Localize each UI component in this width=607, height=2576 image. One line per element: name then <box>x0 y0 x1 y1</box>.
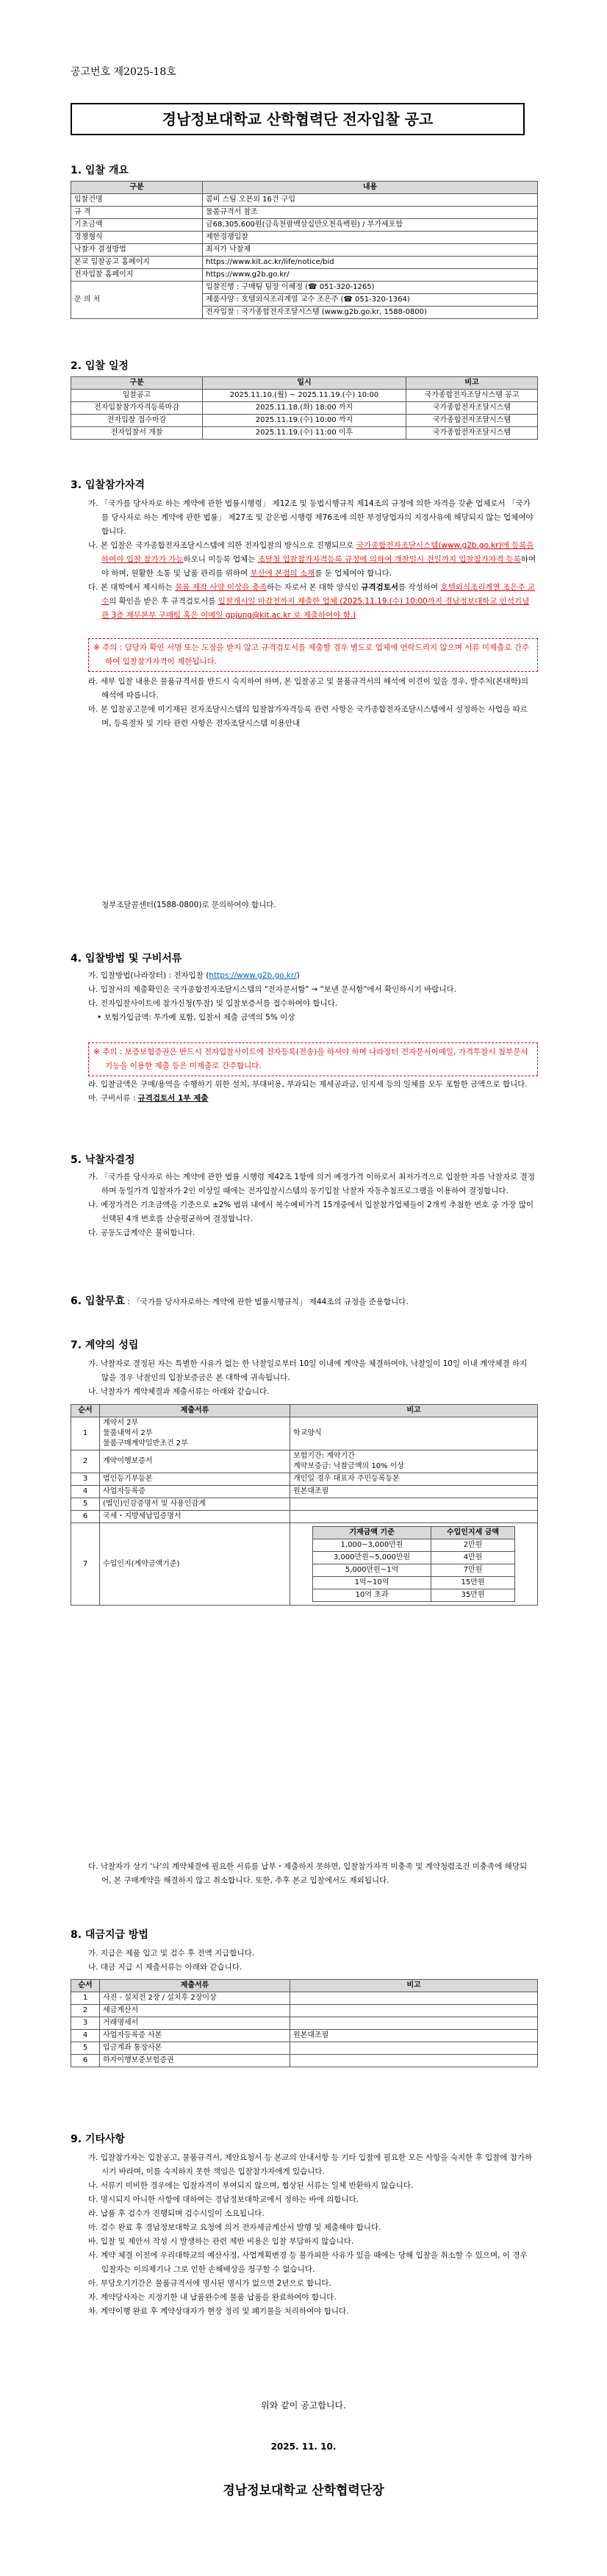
table-row <box>71 232 538 244</box>
warning-text: ※ 주의 : 보증보험증권은 반드시 전자입찰사이트에 전자등록(전송)을 하셔야 하며 나라장터 전자문서이메일, 가격투찰시 첨부문서 기능을 이용한 제출 등은 미제출로 간주합니다. <box>93 1048 528 1070</box>
para-ma <box>88 1092 536 1106</box>
overview-col-label: 구분 <box>71 182 203 194</box>
row-value: 최저가 낙찰제 <box>203 244 538 257</box>
list-item: 아. 부당오기기간은 물품규격서에 명시된 명시가 없으면 2년으로 합니다. <box>88 2279 331 2288</box>
cell: 원본대조필 <box>290 2030 538 2042</box>
list-item: 사. 계약 체결 이전에 우리대학교의 예산사정, 사업계획변경 등 불가피한 사유가 있을 때에는 당해 입찰을 취소할 수 있으며, 이 경우 입찰자는 이의제기나 그로 인한 손해배상을 청구할 수 없습니다. <box>88 2251 528 2274</box>
cell: 국가종합전자조달시스템 공고 <box>406 390 538 402</box>
doc: 사업자등록증 <box>100 1486 290 1498</box>
section-8-body <box>88 1947 536 1975</box>
warning-box-3 <box>88 638 538 672</box>
stamp-col-amount: 기재금액 기준 <box>313 1527 431 1539</box>
cell: 국가종합전자조달시스템 <box>406 402 538 415</box>
cell: 10억 초과 <box>313 1589 431 1602</box>
schedule-col-datetime: 일시 <box>203 377 406 390</box>
cell: 3,000만원~5,000만원 <box>313 1552 431 1564</box>
overview-col-content: 내용 <box>203 182 538 194</box>
para-ga: 가. 「국가를 당사자로 하는 계약에 관한 법률시행령」 제12조 및 동법시행규칙 제14조의 규정에 의한 자격을 갖춘 업체로서 「국가를 당사자로 하는 계약에 관한 법률」 제27조 및 같은법 시행령 제76조에 의한 부정당업자의 지정사유에 해당되지 않는 업체여야 합니다. <box>88 499 534 536</box>
cell: 전자입찰서 개찰 <box>71 427 203 440</box>
cell: 2025.11.19.(수) 11:00 이후 <box>203 427 406 440</box>
table-row <box>71 1511 538 1523</box>
table-row <box>71 1992 538 2005</box>
table-row <box>71 415 538 427</box>
para-na: 나. 낙찰자가 계약체결과 제출서류는 아래와 같습니다. <box>88 1387 270 1396</box>
row-label: 본교 입찰공고 홈페이지 <box>71 257 203 269</box>
cell: 15만원 <box>431 1577 515 1589</box>
section-5-body <box>88 1170 536 1240</box>
para-ga: 가. 지급은 제품 입고 및 검수 후 전액 지급합니다. <box>88 1949 255 1958</box>
para-ma: 마. 본 입찰공고문에 미기재된 전자조달시스템의 입찰참가자격등록 관련 사항은 국가종합전자조달시스템에서 설정하는 사업을 따르며, 등록절차 및 기타 관련 사항은 전자조달시스템 이용안내 <box>88 705 528 728</box>
stamp-cell <box>290 1523 538 1606</box>
row-no: 1 <box>71 1417 100 1450</box>
cell: 4만원 <box>431 1552 515 1564</box>
list-item: 가. 입찰참가자는 입찰공고, 물품규격서, 제안요청서 등 본교의 안내서항 등 기타 입찰에 필요한 모든 사항을 숙지한 후 입찰에 참가하시기 바라며, 이를 숙지하지 못한 책임은 입찰참가자에게 있습니다. <box>88 2153 533 2176</box>
section-9-heading: 9. 기타사항 <box>71 2133 126 2145</box>
cell: 1억~10억 <box>313 1577 431 1589</box>
text: 하여야 하며, 원활한 소통 및 납품 관리를 위하여 <box>101 555 536 578</box>
row-label: 경쟁형식 <box>71 232 203 244</box>
list-item: 다. 명시되지 아니한 사항에 대하여는 경남정보대학교에서 정하는 바에 의합니다. <box>88 2195 359 2204</box>
homepage-link[interactable]: https://www.kit.ac.kr/life/notice/bid <box>203 257 538 269</box>
para-na: 나. 입찰서의 제출확인은 국가종합전자조달시스템의 "전자문서함" → "보낸 문서함"에서 확인하시기 바랍니다. <box>88 985 456 994</box>
contact-g2b: 전자입찰 : 국가종합전자조달시스템 (www.g2b.go.kr, 1588-0800) <box>206 308 427 316</box>
table-row <box>71 194 538 207</box>
cell: 하자이행보증보험증권 <box>100 2055 290 2067</box>
para-ga: 가. 낙찰자로 결정된 자는 특별한 사유가 없는 한 낙찰일로부터 10일 이내에 계약을 체결하여야, 낙찰일이 10일 이내 계약체결 하지 않을 경우 낙찰인의 입찰보증금은 본 대학에 귀속됩니다. <box>88 1359 528 1382</box>
cell <box>290 2005 538 2017</box>
cell: 입찰공고 <box>71 390 203 402</box>
list-item: 라. 납품 후 검수가 진행되며 검수시일이 소요됩니다. <box>88 2209 265 2218</box>
schedule-table <box>71 376 538 440</box>
table-row <box>313 1564 515 1577</box>
payment-docs-table <box>71 1979 538 2067</box>
row-no: 5 <box>71 1498 100 1511</box>
text: 를 둔 업체여야 합니다. <box>315 569 392 578</box>
section-8-heading: 8. 대금지급 방법 <box>71 1929 148 1941</box>
text: 마. 구비서류 : <box>88 1094 138 1103</box>
cell: 7만원 <box>431 1564 515 1577</box>
section-5-heading: 5. 낙찰자결정 <box>71 1154 135 1166</box>
table-row <box>71 1473 538 1486</box>
row-label: 전자입찰 홈페이지 <box>71 269 203 282</box>
page-title: 경남정보대학교 산학협력단 전자입찰 공고 <box>71 103 525 135</box>
row-value: 콤비 스팀 오븐외 16건 구입 <box>203 194 538 207</box>
note: 원본대조필 <box>290 1486 538 1498</box>
section-4-heading: 4. 입찰방법 및 구비서류 <box>71 953 182 965</box>
section-2-heading: 2. 입찰 일정 <box>71 360 129 372</box>
note <box>290 1498 538 1511</box>
cell: 2 <box>71 2005 100 2017</box>
cell: 1 <box>71 1992 100 2005</box>
col-note: 비고 <box>290 1405 538 1417</box>
para-da: 다. 낙찰자가 상기 '나'의 계약체결에 필요한 서류를 납부・제출하지 못하면, 입찰참가자격 미충족 및 계약청렴조건 미충족에 해당되어, 본 구매계약을 해결하지 않고 취소합니다. 또한, 추후 본교 입찰에서도 제외됩니다. <box>88 1862 528 1885</box>
cell <box>290 2017 538 2030</box>
cell <box>290 2055 538 2067</box>
list-item: 마. 검수 완료 후 경남정보대학교 요청에 의거 전자세금계산서 발행 및 제출해야 합니다. <box>88 2223 381 2232</box>
para-ra: 라. 입찰금액은 구매/용역을 수행하기 위한 설치, 부대비용, 부과되는 제세공과금, 인지세 등의 일체를 모두 포함한 금액으로 합니다. <box>88 1080 528 1089</box>
note: 개인일 경우 대표자 주민등록등본 <box>290 1473 538 1486</box>
table-row <box>71 2017 538 2030</box>
col-no: 순서 <box>71 1980 100 1992</box>
cell: 세금계산서 <box>100 2005 290 2017</box>
contract-docs-table <box>71 1404 538 1606</box>
bold: 6. 입찰무효 <box>71 1295 126 1307</box>
doc: 계약서 2부 <box>103 1419 139 1427</box>
closing-text: 위와 같이 공고합니다. <box>261 2400 346 2411</box>
cell: 국가종합전자조달시스템 <box>406 427 538 440</box>
g2b-url-link[interactable]: https://www.g2b.go.kr/ <box>209 971 297 980</box>
col-note: 비고 <box>290 1980 538 1992</box>
para-na: 나. 대금 지급 시 제출서류는 아래와 같습니다. <box>88 1963 243 1972</box>
section-9-body <box>88 2151 536 2319</box>
issuer-name: 경남정보대학교 산학협력단장 <box>223 2483 384 2498</box>
schedule-col-type: 구분 <box>71 377 203 390</box>
table-row <box>71 207 538 219</box>
note: 보험기간: 계약기간 <box>293 1452 355 1460</box>
text: 하오니 미등록 업체는 <box>183 555 258 564</box>
para-na: 나. 예정가격은 기초금액을 기준으로 ±2% 범위 내에서 복수예비가격 15개중에서 입찰참가업체들이 2개씩 추첨한 번호 중 가장 많이 선택된 4개 번호를 산술평균하여 결정합니다. <box>88 1201 534 1223</box>
doc: 법인등기부등본 <box>100 1473 290 1486</box>
table-row <box>71 390 538 402</box>
text: 다. 본 대학에서 제시하는 <box>88 583 176 592</box>
cell: 전자입찰참가자격등록마감 <box>71 402 203 415</box>
doc: (법인)인감증명서 및 사용인감계 <box>100 1498 290 1511</box>
para-da <box>88 997 536 1011</box>
list-item: 바. 입찰 및 제안서 작성 시 발생하는 관련 제반 비용은 입찰 부담하지 않습니다. <box>88 2237 354 2246</box>
g2b-link[interactable]: https://www.g2b.go.kr/ <box>203 269 538 282</box>
bold: 규격검토서 1부 제출 <box>137 1094 209 1103</box>
stamp-tax-table <box>312 1526 515 1602</box>
table-row <box>71 1450 538 1473</box>
highlight: 호텔외식조리계열 조은주 교수 <box>101 583 535 606</box>
section-1-heading: 1. 입찰 개요 <box>71 165 129 176</box>
list-item: 나. 서류기 미비한 경우에는 입찰자격이 부여되지 않으며, 협상된 서류는 일체 반환하지 않습니다. <box>88 2181 414 2190</box>
para-na <box>88 539 536 581</box>
para-ga: 가. 「국가를 당사자로 하는 계약에 관한 법률 시행령 제42조 1항에 의거 예정가격 이하로서 최저가격으로 입찰한 자를 낙찰자로 결정하며 동일가격 입찰자가 2인 이상일 때에는 전자입찰시스템의 동기입찰 낙찰자 자동추첨프로그램을 이용하여 결정합니다. <box>88 1173 535 1195</box>
cell: 3 <box>71 2017 100 2030</box>
cell: 입금계좌 통장사본 <box>100 2042 290 2055</box>
highlight: 부산에 본점의 소재 <box>250 569 315 578</box>
warning-text: ※ 주의 : 담당자 확인 서명 또는 도장을 받지 않고 규격검토서를 제출할 경우 별도로 업체에 연락드리지 않으며 서류 미제출로 간주하여 입찰참가자격이 제한됩니다. <box>93 643 530 666</box>
para-ga <box>88 969 536 983</box>
table-row <box>71 1417 538 1450</box>
row-no: 6 <box>71 1511 100 1523</box>
notice-number: 공고번호 제2025-18호 <box>71 66 176 78</box>
bold: 규격검토서 <box>361 583 399 592</box>
table-row <box>71 402 538 415</box>
cell: 1,000~3,000만원 <box>313 1539 431 1552</box>
para-ra: 라. 세부 입찰 내용은 물품규격서를 반드시 숙지하여 하며, 본 입찰공고 및 물품규격서의 해석에 이견이 있을 경우, 발주처(본대학)의 해석에 따릅니다. <box>88 677 529 700</box>
cell: 국가종합전자조달시스템 <box>406 415 538 427</box>
doc-cell <box>100 1417 290 1450</box>
contact-spec: 제품사양 : 호텔외식조리계열 교수 조은주 (☎ 051-320-1364) <box>203 294 537 307</box>
para-da-sub: • 보험가입금액: 투가예 포함, 입찰서 제출 금액의 5% 이상 <box>97 1013 295 1022</box>
col-no: 순서 <box>71 1405 100 1417</box>
cell: 2025.11.19.(수) 10:00 까지 <box>203 415 406 427</box>
text: 하는 자로서 본 대학 양식인 <box>267 583 362 592</box>
cell: 2만원 <box>431 1539 515 1552</box>
text: 를 작성하여 <box>398 583 441 592</box>
table-row <box>71 257 538 269</box>
highlight: 국가종합전자조달시스템(www.g2b.go.kr)에 등록을 하여야 입찰 참가가 가능 <box>101 541 534 564</box>
cell: 4 <box>71 2030 100 2042</box>
para-ma-tail: 청부조달콜센터(1588-0800)로 문의하여야 합니다. <box>101 901 276 909</box>
table-row <box>71 1486 538 1498</box>
schedule-col-note: 비고 <box>406 377 538 390</box>
text: 다. 전자입찰사이트에 참가신청(투찰) 및 입찰보증서를 접수하여야 합니다. <box>88 999 338 1008</box>
section-6-heading <box>71 1294 409 1309</box>
section-7-body <box>88 1357 536 1399</box>
para-da: 다. 공동도급계약은 불허합니다. <box>88 1228 195 1237</box>
note: 학교양식 <box>290 1417 538 1450</box>
cell: 거래명세서 <box>100 2017 290 2030</box>
section-3-body-2 <box>88 675 536 731</box>
contact-purchase: 입찰진행 : 구매팀 팀장 이혜정 (☎ 051-320-1265) <box>203 282 537 294</box>
table-row <box>71 2005 538 2017</box>
section-3-heading: 3. 입찰참가자격 <box>71 479 146 491</box>
col-doc: 제출서류 <box>100 1405 290 1417</box>
table-row <box>313 1539 515 1552</box>
table-row <box>313 1552 515 1564</box>
table-row <box>71 244 538 257</box>
table-row <box>71 2055 538 2067</box>
note: 계약보증금: 낙찰금액의 10% 이상 <box>293 1462 405 1470</box>
section-4-body <box>88 969 536 1025</box>
row-value: 제한경쟁입찰 <box>203 232 538 244</box>
cell: 35만원 <box>431 1589 515 1602</box>
row-value: 물품규격서 참조 <box>203 207 538 219</box>
table-row <box>313 1577 515 1589</box>
row-label: 규 격 <box>71 207 203 219</box>
row-no: 3 <box>71 1473 100 1486</box>
table-row <box>71 269 538 282</box>
notice-date: 2025. 11. 10. <box>270 2441 337 2452</box>
contact-cell <box>203 282 538 319</box>
row-label: 기초금액 <box>71 219 203 232</box>
doc: 물품내역서 2부 <box>103 1429 153 1437</box>
table-row <box>71 2042 538 2055</box>
list-item: 차. 계약이행 완료 후 계약상대자가 현장 정리 및 폐기물을 처리하여야 합니다. <box>88 2307 349 2316</box>
doc: 계약이행보증서 <box>100 1450 290 1473</box>
section-3-body <box>88 497 536 623</box>
row-value: 금68,305,600원(금육천팔백삼십만오천육백원) / 부가세포함 <box>203 219 538 232</box>
cell: 2025.11.10.(월) ~ 2025.11.19.(수) 10:00 <box>203 390 406 402</box>
table-row <box>71 427 538 440</box>
table-row <box>71 2030 538 2042</box>
col-doc: 제출서류 <box>100 1980 290 1992</box>
warning-box-4 <box>88 1042 538 1076</box>
section-7-body-2 <box>88 1860 536 1888</box>
table-row <box>313 1589 515 1602</box>
cell: 5,000만원~1억 <box>313 1564 431 1577</box>
overview-table <box>71 181 538 319</box>
section-4-body-2 <box>88 1078 536 1106</box>
cell: 전자입찰 접수마감 <box>71 415 203 427</box>
cell: 2025.11.18.(화) 18:00 까지 <box>203 402 406 415</box>
text: 의 확인을 받은 후 규격검토서를 <box>109 597 218 606</box>
row-label: 낙찰자 결정방법 <box>71 244 203 257</box>
cell: 5 <box>71 2042 100 2055</box>
section-7-heading: 7. 계약의 성립 <box>71 1339 139 1351</box>
text: : 「국가를 당사자로하는 계약에 관한 법률시행규칙」 제44조의 규정을 준용합니다. <box>125 1298 409 1306</box>
note-cell <box>290 1450 538 1473</box>
text: ) <box>296 971 300 980</box>
doc: 수입인지(계약금액기준) <box>100 1523 290 1606</box>
row-no: 7 <box>71 1523 100 1606</box>
text: 나. 본 입찰은 국가종합전자조달시스템에 의한 전자입찰의 방식으로 진행되므로 <box>88 541 356 550</box>
cell <box>290 1992 538 2005</box>
doc: 물품구매계약일반조건 2부 <box>103 1439 188 1448</box>
row-no: 4 <box>71 1486 100 1498</box>
cell <box>290 2042 538 2055</box>
highlight: 조달청 입찰참가자격등록 규정에 의하여 개찰일시 전일까지 입찰참가자격 등록 <box>257 555 521 564</box>
row-label: 입찰건명 <box>71 194 203 207</box>
table-row <box>71 282 538 319</box>
table-row <box>71 1523 538 1606</box>
stamp-col-tax: 수입인지세 금액 <box>431 1527 515 1539</box>
cell: 사업자등록증 사본 <box>100 2030 290 2042</box>
table-row <box>71 219 538 232</box>
contact-label: 문 의 처 <box>71 282 203 319</box>
highlight: 물품 제작 사양 이상을 충족 <box>175 583 267 592</box>
table-row <box>71 1498 538 1511</box>
note <box>290 1511 538 1523</box>
cell: 6 <box>71 2055 100 2067</box>
doc: 국세・지방세납입증명서 <box>100 1511 290 1523</box>
row-no: 2 <box>71 1450 100 1473</box>
highlight: 입찰개시일 마감전까지 제출한 업체 (2025.11.19.(수) 10:00까지 경남정보대학교 인석기념관 3층 재무본부 구매팀 혹은 이메일 gpjung@kit.ac.kr 로 제출하여야 함.) <box>101 597 530 620</box>
para-da <box>88 581 536 623</box>
text: 가. 입찰방법(나라장터) : 전자입찰 ( <box>88 971 209 980</box>
list-item: 자. 계약당사자는 지정기한 내 납품완수에 물품 납품을 완료하여야 합니다. <box>88 2293 337 2302</box>
cell: 사진 - 설치전 2장 / 설치후 2장이상 <box>100 1992 290 2005</box>
